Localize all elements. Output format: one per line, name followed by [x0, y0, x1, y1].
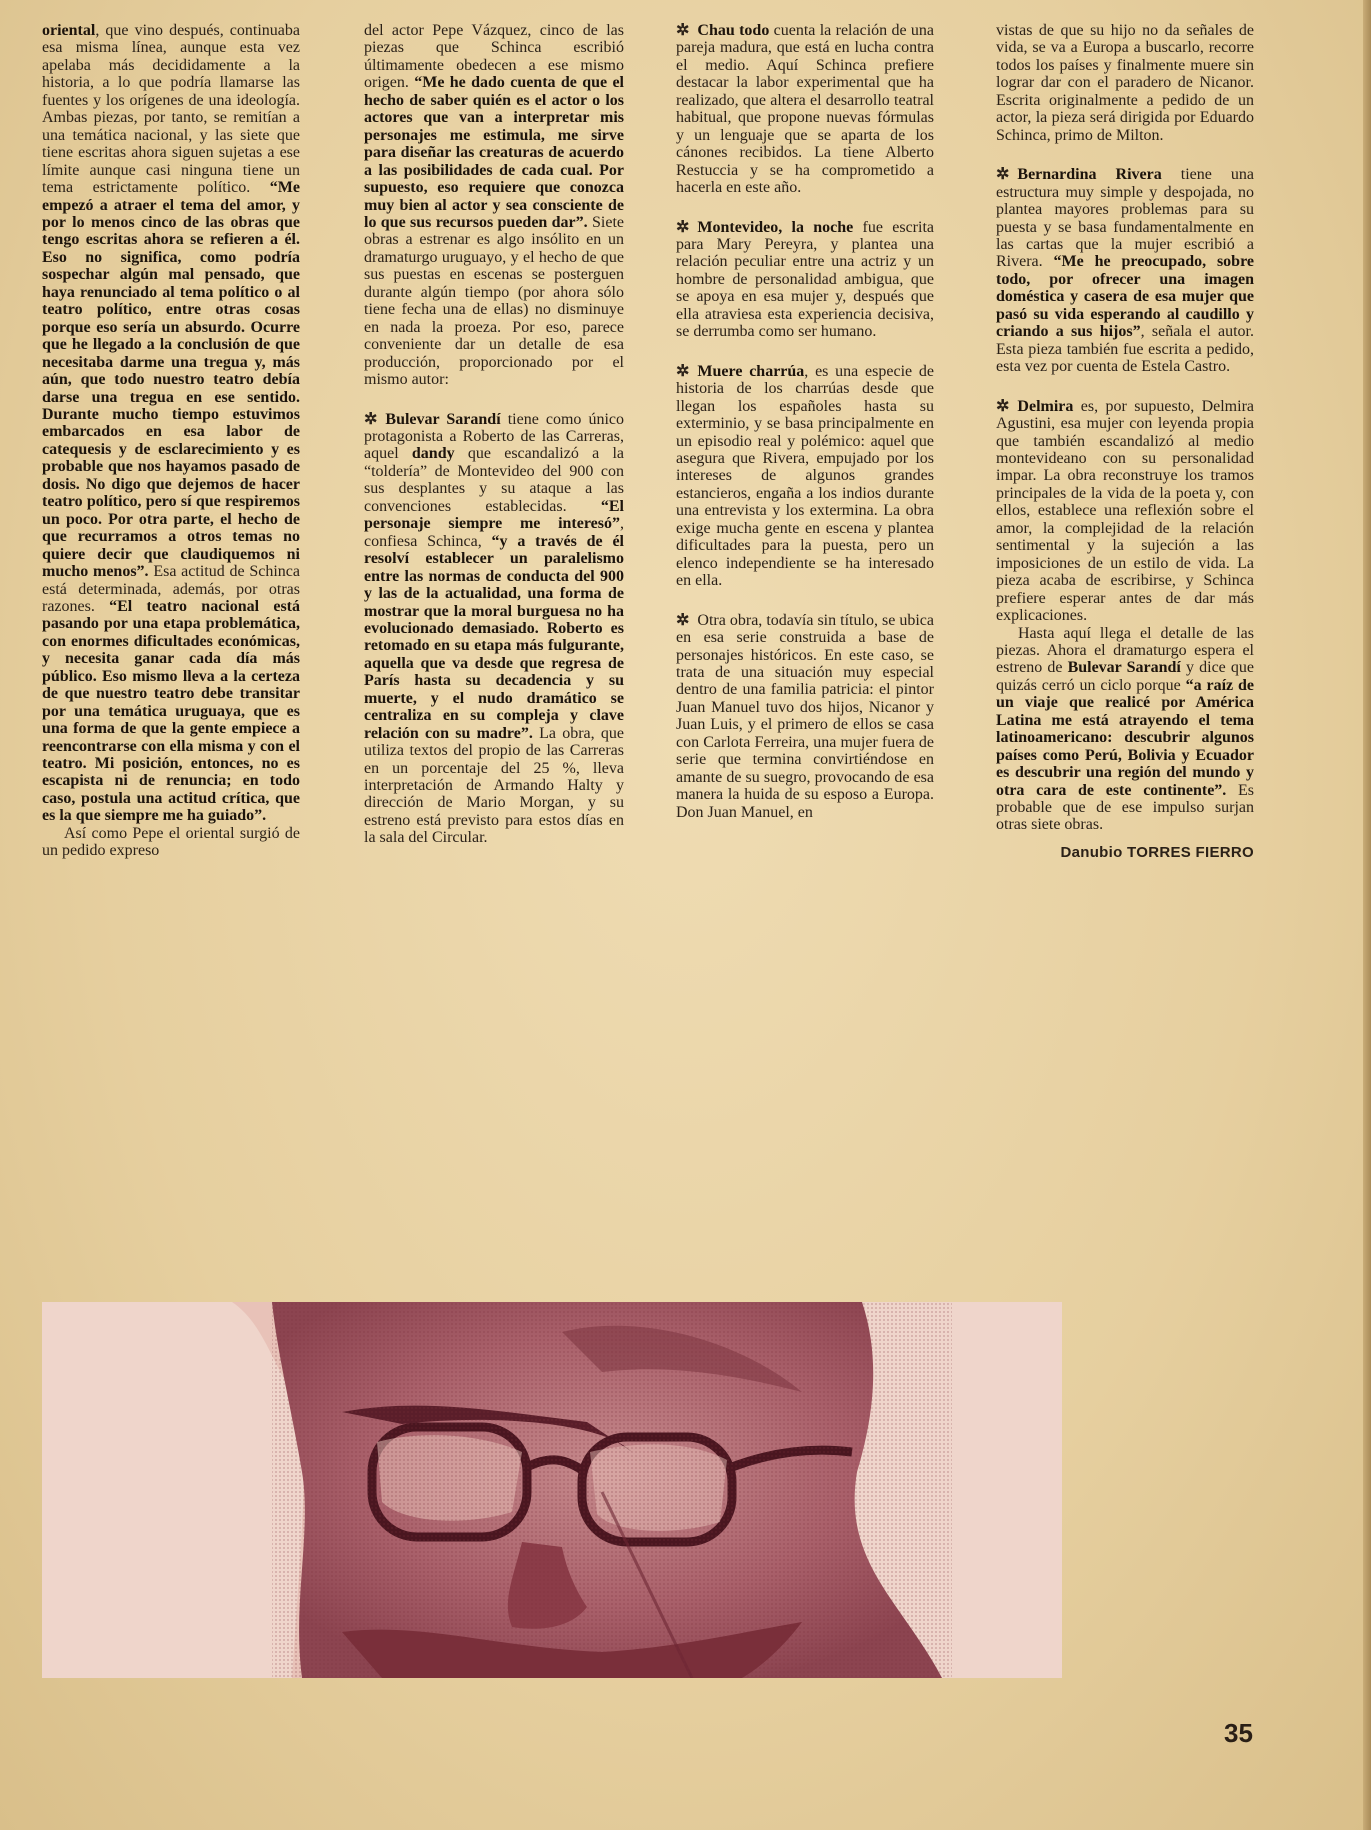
- asterisk-bullet-icon: ✲: [996, 166, 1010, 184]
- bold-text-run: “Me he dado cuenta de que el hecho de saber quién es el actor o los actores que van a interpretar mis personajes me estimula, me sirve para diseñar las creaturas de acuerdo a las posibilidades de cada cual. Por supuesto, eso requiere que conozca muy bien al actor y sea consciente de lo que sus recursos pueden dar”.: [364, 74, 625, 231]
- play-entry-text: [364, 411, 624, 847]
- col1-paragraph-1: [42, 22, 300, 825]
- col2-paragraph-1: [364, 22, 624, 389]
- play-entry-muere-charrua: [676, 363, 934, 590]
- play-entry-text: [676, 363, 934, 589]
- bold-text-run: Bulevar Sarandí: [1067, 659, 1181, 677]
- asterisk-bullet-icon: ✲: [676, 611, 690, 629]
- asterisk-bullet-icon: ✲: [676, 362, 690, 380]
- text-run: y dice que quizás cerró un ciclo porque: [996, 659, 1255, 694]
- bold-text-run: “a raíz de un viaje que realicé por América Latina me está atrayendo el tema latinoamericano: descubrir algunos países como Perú, Bolivia y Ecuador es descubrir una región del mundo y otra cara de este continente”.: [996, 676, 1254, 799]
- bold-text-run: Montevideo, la noche: [697, 218, 854, 236]
- text-run: , es una especie de historia de los charrúas desde que llegan los españoles hasta su exterminio, y se basa principalmente en un episodio real y polémico: aquel que asegura que Rivera, empujado por los intereses de algunos grandes estancieros, engaña a los indios durante una entrevista y los extermina. La obra exige mucha gente en escena y plantea dificultades para la puesta, pero un elenco independiente se ha interesado en ella.: [676, 362, 934, 590]
- asterisk-bullet-icon: ✲: [996, 397, 1010, 415]
- page-number: 35: [1224, 1718, 1253, 1748]
- text-run: Es probable que de ese impulso surjan otras siete obras.: [996, 781, 1254, 834]
- bold-text-run: Muere charrúa: [697, 362, 805, 380]
- text-run: Otra obra, todavía sin título, se ubica en esa serie construida a base de personajes históricos. En este caso, se trata de una situación muy especial dentro de una familia patricia: el pintor Juan Manuel tuvo dos hijos, Nicanor y Juan Luis, y el primero de ellos se casa con Carlota Ferreira, una mujer fuera de serie que termina convirtiéndose en amante de su suegro, provocando de esa manera la huida de su esposo a Europa. Don Juan Manuel, en: [676, 611, 934, 821]
- asterisk-bullet-icon: ✲: [364, 410, 378, 428]
- play-entry-text: [996, 398, 1254, 624]
- play-entry-text: [996, 166, 1254, 375]
- text-run: tiene una estructura muy simple y despojada, no plantea mayores problemas para su puesta y se basa fundamentalmente en las cartas que la mujer escribió a Rivera.: [996, 166, 1254, 271]
- bold-text-run: Chau todo: [697, 22, 770, 39]
- text-run: , que vino después, continuaba esa misma línea, aunque esta vez apelaba más decididamente a la historia, a lo que podría llamarse las fuentes y los orígenes de una ideología. Ambas piezas, por tanto, se remitían a una temática nacional, y las siete que tiene escritas ahora siguen sujetas a ese límite aunque casi ninguna tiene un tema estrictamente político.: [42, 22, 300, 197]
- play-entry-text: [676, 612, 934, 821]
- play-entry-bernardina-rivera: [996, 166, 1254, 375]
- play-entry-untitled: [676, 612, 934, 821]
- text-run: del actor Pepe Vázquez, cinco de las piezas que Schinca escribió últimamente obedecen a ese mismo origen.: [364, 22, 624, 92]
- article-column-4: [996, 22, 1254, 861]
- text-run: , confiesa Schinca,: [364, 515, 624, 550]
- bold-text-run: oriental: [42, 22, 96, 39]
- play-entry-bulevar-sarandi: [364, 411, 624, 847]
- text-run: cuenta la relación de una pareja madura, que está en lucha contra el medio. Aquí Schinca prefiere destacar la labor experimental que ha realizado, que altera el desarrollo teatral habitual, que propone nuevas fórmulas y un lenguaje que se aparta de los cánones recibidos. La tiene Alberto Restuccia y se ha comprometido a hacerla en este año.: [676, 22, 935, 197]
- bold-text-run: dandy: [411, 445, 455, 463]
- bold-text-run: “El personaje siempre me interesó”: [364, 497, 624, 533]
- text-run: vistas de que su hijo no da señales de vida, se va a Europa a buscarlo, recorre todos los países y finalmente muere sin lograr dar con el paradero de Nicanor. Escrita originalmente a pedido de un actor, la pieza será dirigida por Eduardo Schinca, primo de Milton.: [996, 22, 1254, 144]
- author-byline: Danubio TORRES FIERRO: [1060, 843, 1254, 861]
- article-column-1: [42, 22, 300, 860]
- play-entry-delmira: [996, 398, 1254, 625]
- play-entry-montevideo-la-noche: [676, 219, 934, 341]
- author-portrait-photo: [42, 1302, 1062, 1678]
- col4-closing-paragraph: [996, 625, 1254, 834]
- play-entry-chau-todo: [676, 22, 934, 197]
- bold-text-run: Bulevar Sarandí: [385, 410, 501, 428]
- play-entry-text: [676, 22, 934, 196]
- article-column-2: [364, 22, 624, 847]
- bold-text-run: Bernardina Rivera: [1017, 166, 1162, 184]
- text-run: La obra, que utiliza textos del propio de las Carreras en un porcentaje del 25 %, lleva interpretación de Armando Halty y dirección de Mario Morgan, y su estreno está previsto para estos días en la sala del Circular.: [364, 724, 624, 847]
- col1-paragraph-2: Así como Pepe el oriental surgió de un pedido expreso: [42, 824, 300, 860]
- bold-text-run: “Me empezó a atraer el tema del amor, y por lo menos cinco de las obras que tengo escritas ahora se refieren a él. Eso no significa, como podría sospechar algún mal pensado, que haya renunciado al tema político o al teatro político, entre otras cosas porque eso sería un absurdo. Ocurre que he llegado a la conclusión de que necesitaba darme una tregua y, más aún, que todo nuestro teatro debía darse una tregua en ese sentido. Durante mucho tiempo estuvimos embarcados en esa labor de catequesis y de esclarecimiento y es probable que nos hayamos pasado de dosis. No digo que dejemos de hacer teatro político, pero sí que respiremos un poco. Por otra parte, el hecho de que recurramos a otros temas no quiere decir que claudiquemos ni mucho menos”.: [42, 179, 300, 581]
- article-column-3: [676, 22, 934, 821]
- text-run: , señala el autor. Esta pieza también fue escrita a pedido, esta vez por cuenta de Estela Castro.: [996, 323, 1254, 376]
- text-run: tiene como único protagonista a Roberto de las Carreras, aquel: [364, 410, 625, 463]
- text-run: Hasta aquí llega el detalle de las piezas. Ahora el dramaturgo espera el estreno de: [996, 624, 1254, 677]
- bold-text-run: “Me he preocupado, sobre todo, por ofrecer una imagen doméstica y casera de esa mujer que pasó su vida esperando al caudillo y criando a sus hijos”: [996, 253, 1254, 341]
- text-run: que escandalizó a la “toldería” de Montevideo del 900 con sus desplantes y su ataque a las convenciones establecidas.: [364, 445, 624, 515]
- text-run: Esa actitud de Schinca está determinada, además, por otras razones.: [42, 563, 300, 615]
- asterisk-bullet-icon: ✲: [676, 22, 690, 39]
- col4-paragraph-1: [996, 22, 1254, 144]
- text-run: fue escrita para Mary Pereyra, y plantea una relación peculiar entre una actriz y un hombre de personalidad ambigua, que se apoya en esa mujer y, después que ella atraviesa esta experiencia decisiva, se derrumba como ser humano.: [676, 218, 934, 341]
- asterisk-bullet-icon: ✲: [676, 218, 690, 236]
- bold-text-run: “y a través de él resolví establecer un paralelismo entre las normas de conducta del 900 y las de la actualidad, una forma de mostrar que la moral burguesa no ha evolucionado demasiado. Roberto es retomado en su etapa más fulgurante, aquella que va desde que regresa de París hasta su decadencia y su muerte, y el nudo dramático se centraliza en su compleja y clave relación con su madre”.: [364, 532, 624, 742]
- text-run: Siete obras a estrenar es algo insólito en un dramaturgo uruguayo, y el hecho de que sus puestas en escenas se posterguen durante algún tiempo (por ahora sólo tiene fecha una de ellas) no disminuye en nada la proeza. Por eso, parece conveniente dar un detalle de esa producción, proporcionado por el mismo autor:: [364, 213, 624, 389]
- bold-text-run: “El teatro nacional está pasando por una etapa problemática, con enormes dificultades económicas, y necesita ganar cada día más público. Eso mismo lleva a la certeza de que nuestro teatro debe transitar por una temática uruguaya, que es una forma de que la gente empiece a reencontrarse con ella misma y con el teatro. Mi posición, entonces, no es escapista ni de renuncia; en todo caso, postula una actitud crítica, que es la que siempre me ha guiado”.: [42, 597, 300, 825]
- play-entry-text: [676, 219, 934, 341]
- text-run: es, por supuesto, Delmira Agustini, esa mujer con leyenda propia que también escandalizó al medio montevideano con su personalidad impar. La obra reconstruye los tramos principales de la vida de la poeta y, con ellos, establece una reflexión sobre el amor, la complejidad de la relación sentimental y la sujeción a las imposiciones de un estilo de vida. La pieza acaba de escribirse, y Schinca prefiere esperar antes de dar más explicaciones.: [996, 397, 1254, 625]
- bold-text-run: Delmira: [1017, 397, 1074, 415]
- page-spine-edge: [1363, 0, 1371, 1830]
- portrait-halftone-image: [42, 1302, 1062, 1678]
